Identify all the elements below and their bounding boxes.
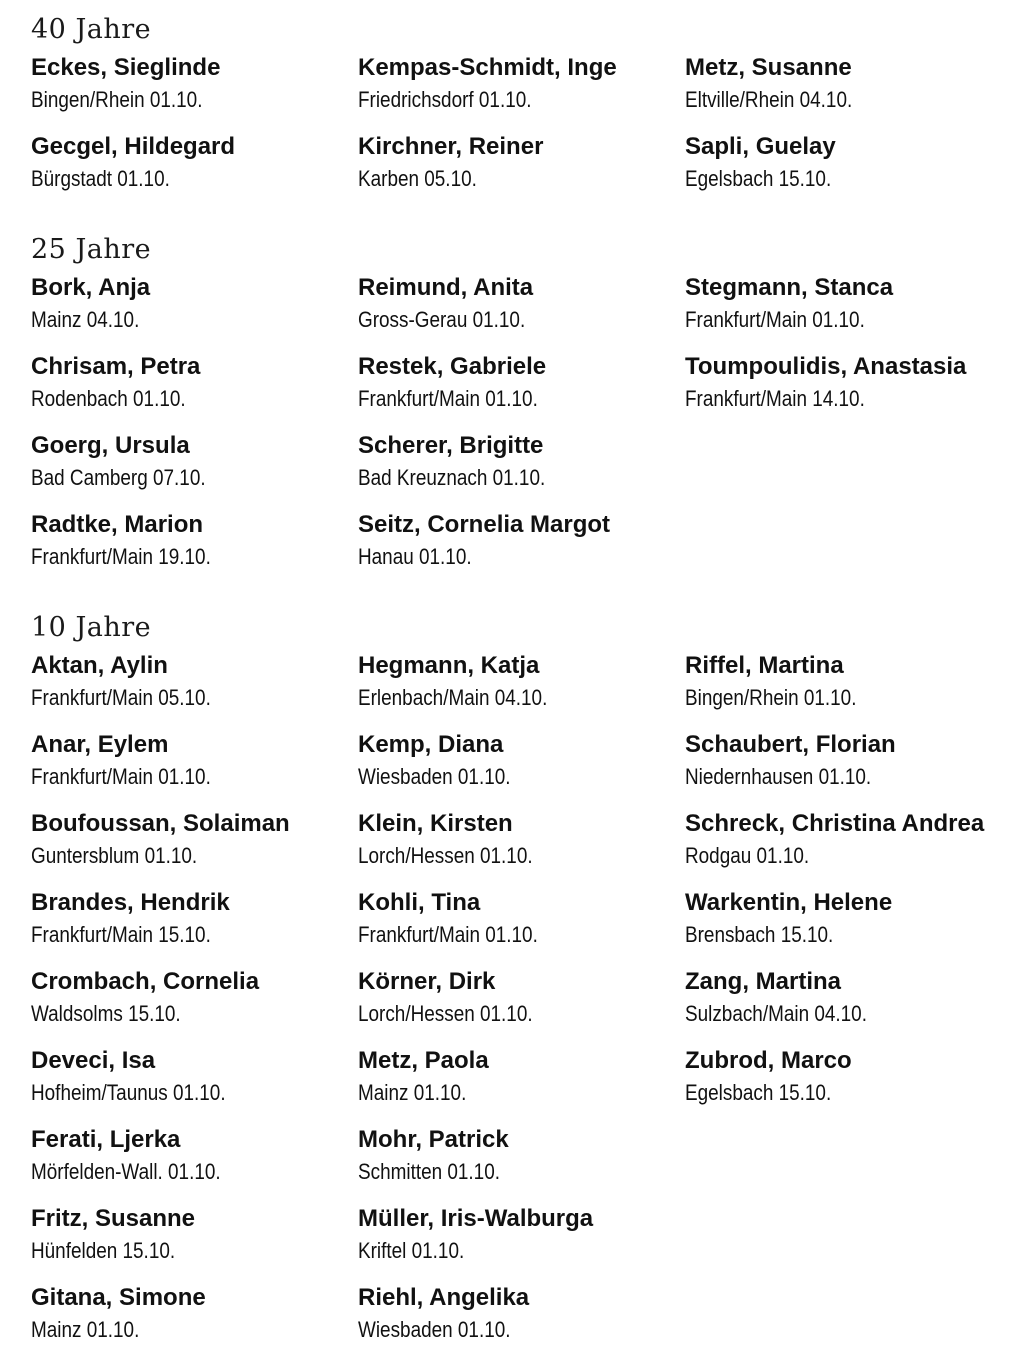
list-item [685,131,1005,195]
person-name: Ferati, Ljerka [31,1126,181,1153]
person-name: Sapli, Guelay [685,133,836,160]
person-name: Anar, Eylem [31,731,169,758]
section-25-jahre [31,232,1012,588]
place-date: Egelsbach 15.10. [685,166,832,191]
list-item [358,1045,685,1109]
place-date: Erlenbach/Main 04.10. [358,685,548,710]
place-date: Sulzbach/Main 04.10. [685,1001,867,1026]
list-item [358,509,685,573]
person-name: Kempas-Schmidt, Inge [358,54,617,81]
place-date: Bad Camberg 07.10. [31,465,206,490]
list-item [685,1045,1005,1109]
person-name: Stegmann, Stanca [685,274,894,301]
list-item [31,509,358,573]
place-date: Kriftel 01.10. [358,1238,465,1263]
place-date: Frankfurt/Main 05.10. [31,685,211,710]
place-date: Frankfurt/Main 01.10. [31,764,211,789]
list-item [31,808,358,872]
column-2 [358,272,685,588]
place-date: Eltville/Rhein 04.10. [685,87,853,112]
place-date: Bingen/Rhein 01.10. [31,87,203,112]
list-item [685,729,1005,793]
person-name: Körner, Dirk [358,968,496,995]
place-date: Schmitten 01.10. [358,1159,500,1184]
section-columns [31,272,1012,588]
place-date: Gross-Gerau 01.10. [358,307,526,332]
column-2 [358,52,685,210]
place-date: Lorch/Hessen 01.10. [358,843,533,868]
place-date: Lorch/Hessen 01.10. [358,1001,533,1026]
list-item [31,1203,358,1267]
list-item [358,887,685,951]
list-item [358,351,685,415]
list-item [31,131,358,195]
place-date: Rodgau 01.10. [685,843,810,868]
place-date: Bürgstadt 01.10. [31,166,170,191]
person-name: Toumpoulidis, Anastasia [685,353,967,380]
section-40-jahre [31,12,1012,210]
list-item [31,887,358,951]
person-name: Kirchner, Reiner [358,133,544,160]
column-1 [31,52,358,210]
list-item [31,650,358,714]
place-date: Frankfurt/Main 01.10. [358,386,538,411]
person-name: Kohli, Tina [358,889,481,916]
place-date: Karben 05.10. [358,166,477,191]
column-3 [685,52,1005,210]
person-name: Schreck, Christina Andrea [685,810,985,837]
place-date: Mainz 04.10. [31,307,140,332]
place-date: Frankfurt/Main 01.10. [358,922,538,947]
person-name: Chrisam, Petra [31,353,201,380]
person-name: Brandes, Hendrik [31,889,230,916]
list-item [358,1124,685,1188]
place-date: Mainz 01.10. [358,1080,467,1105]
place-date: Frankfurt/Main 19.10. [31,544,211,569]
column-3 [685,272,1005,588]
place-date: Brensbach 15.10. [685,922,834,947]
person-name: Riffel, Martina [685,652,844,679]
list-item [685,650,1005,714]
list-item [685,808,1005,872]
list-item [31,1282,358,1346]
person-name: Reimund, Anita [358,274,534,301]
place-date: Bad Kreuznach 01.10. [358,465,546,490]
list-item [358,272,685,336]
column-2 [358,650,685,1361]
list-item [31,1124,358,1188]
place-date: Friedrichsdorf 01.10. [358,87,532,112]
place-date: Frankfurt/Main 15.10. [31,922,211,947]
list-item [31,966,358,1030]
person-name: Metz, Susanne [685,54,852,81]
place-date: Mainz 01.10. [31,1317,140,1342]
column-3 [685,650,1005,1361]
list-item [358,729,685,793]
list-item [358,1282,685,1346]
person-name: Boufoussan, Solaiman [31,810,290,837]
place-date: Hofheim/Taunus 01.10. [31,1080,226,1105]
place-date: Waldsolms 15.10. [31,1001,181,1026]
person-name: Gitana, Simone [31,1284,206,1311]
list-item [685,887,1005,951]
person-name: Deveci, Isa [31,1047,156,1074]
column-1 [31,650,358,1361]
person-name: Zang, Martina [685,968,842,995]
place-date: Frankfurt/Main 14.10. [685,386,865,411]
list-item [358,131,685,195]
place-date: Egelsbach 15.10. [685,1080,832,1105]
place-date: Hünfelden 15.10. [31,1238,176,1263]
person-name: Metz, Paola [358,1047,489,1074]
section-columns [31,650,1012,1361]
person-name: Goerg, Ursula [31,432,190,459]
list-item [685,351,1005,415]
section-10-jahre [31,610,1012,1361]
list-item [685,52,1005,116]
section-title: 25 Jahre [31,234,152,265]
section-title: 10 Jahre [31,612,152,643]
place-date: Wiesbaden 01.10. [358,764,511,789]
list-item [31,1045,358,1109]
person-name: Müller, Iris-Walburga [358,1205,594,1232]
list-item [358,430,685,494]
list-item [358,966,685,1030]
list-item [31,351,358,415]
person-name: Fritz, Susanne [31,1205,196,1232]
list-item [31,430,358,494]
person-name: Eckes, Sieglinde [31,54,221,81]
person-name: Aktan, Aylin [31,652,168,679]
person-name: Klein, Kirsten [358,810,513,837]
place-date: Frankfurt/Main 01.10. [685,307,865,332]
person-name: Crombach, Cornelia [31,968,260,995]
column-1 [31,272,358,588]
place-date: Guntersblum 01.10. [31,843,198,868]
list-item [358,52,685,116]
place-date: Rodenbach 01.10. [31,386,186,411]
list-item [358,650,685,714]
place-date: Hanau 01.10. [358,544,472,569]
place-date: Wiesbaden 01.10. [358,1317,511,1342]
person-name: Radtke, Marion [31,511,204,538]
list-item [31,729,358,793]
person-name: Riehl, Angelika [358,1284,530,1311]
person-name: Hegmann, Katja [358,652,540,679]
person-name: Seitz, Cornelia Margot [358,511,611,538]
place-date: Niedernhausen 01.10. [685,764,872,789]
person-name: Gecgel, Hildegard [31,133,236,160]
list-item [685,966,1005,1030]
place-date: Mörfelden-Wall. 01.10. [31,1159,221,1184]
person-name: Bork, Anja [31,274,151,301]
person-name: Zubrod, Marco [685,1047,852,1074]
list-item [358,808,685,872]
list-item [31,272,358,336]
list-item [685,272,1005,336]
person-name: Mohr, Patrick [358,1126,509,1153]
person-name: Kemp, Diana [358,731,504,758]
list-item [358,1203,685,1267]
section-title: 40 Jahre [31,14,152,45]
section-columns [31,52,1012,210]
person-name: Restek, Gabriele [358,353,547,380]
person-name: Scherer, Brigitte [358,432,544,459]
place-date: Bingen/Rhein 01.10. [685,685,857,710]
person-name: Warkentin, Helene [685,889,893,916]
person-name: Schaubert, Florian [685,731,896,758]
list-item [31,52,358,116]
